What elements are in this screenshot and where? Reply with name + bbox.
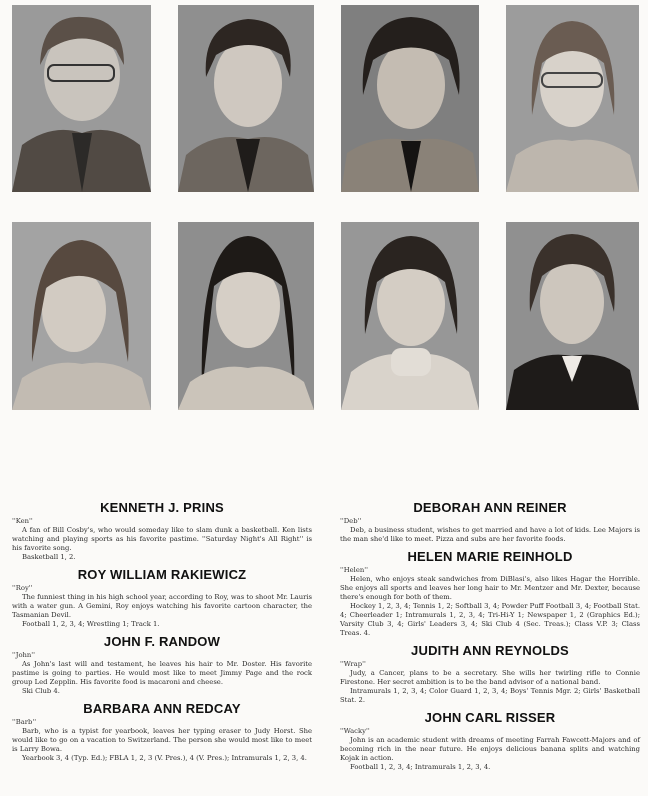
right-column <box>340 500 640 777</box>
student-nickname: ''Deb'' <box>340 517 362 525</box>
student-activities: Ski Club 4. <box>22 687 60 695</box>
student-nickname: ''Helen'' <box>340 566 368 574</box>
student-bio: Helen, who enjoys steak sandwiches from DiBlasi's, also likes Hagar the Horrible. She enjoys all sports and leaves her long hair to Mr. Mentzer and Mr. Dexter, because there's enough for both of them. <box>340 575 640 601</box>
student-nickname: ''Barb'' <box>12 718 37 726</box>
student-name: JOHN F. RANDOW <box>103 634 221 649</box>
left-column <box>12 500 312 768</box>
student-activities: Football 1, 2, 3, 4; Intramurals 1, 2, 3, 4. <box>350 763 491 771</box>
student-activities: Football 1, 2, 3, 4; Wrestling 1; Track 1. <box>22 620 160 628</box>
student-name: JOHN CARL RISSER <box>424 710 556 725</box>
portrait-photo <box>178 222 314 410</box>
senior-entry <box>12 567 312 629</box>
senior-entry <box>340 500 640 544</box>
portrait-photo <box>506 222 639 410</box>
senior-entry <box>340 643 640 705</box>
student-activities: Yearbook 3, 4 (Typ. Ed.); FBLA 1, 2, 3 (V. Pres.), 4 (V. Pres.); Intramurals 1, 2, 3, 4. <box>22 754 307 762</box>
student-bio: Barb, who is a typist for yearbook, leaves her typing eraser to Judy Horst. She would like to go on a vacation to Switzerland. The person she would most like to meet is Larry Bowa. <box>12 727 312 753</box>
portrait-photo <box>341 5 479 192</box>
portrait-photo <box>12 222 151 410</box>
student-bio: A fan of Bill Cosby's, who would someday like to slam dunk a basketball. Ken lists watching and playing sports as his favorite pastime. ''Saturday Night's All Right'' is his favorite song. <box>12 526 312 552</box>
senior-entry <box>340 549 640 638</box>
student-name: BARBARA ANN REDCAY <box>83 701 241 716</box>
student-nickname: ''Wacky'' <box>340 727 370 735</box>
senior-entry <box>12 701 312 763</box>
student-bio: Judy, a Cancer, plans to be a secretary. She wills her twirling rifle to Connie Firestone. Her secret ambition is to be the band advisor of a national band. <box>340 669 640 686</box>
portrait-photo <box>178 5 314 192</box>
student-nickname: ''John'' <box>12 651 36 659</box>
student-name: HELEN MARIE REINHOLD <box>407 549 573 564</box>
senior-entry <box>340 710 640 772</box>
senior-entry <box>12 500 312 562</box>
student-bio: As John's last will and testament, he leaves his hair to Mr. Doster. His favorite pastime is going to parties. He would most like to meet Jimmy Page and the rock group Led Zepplin. His favorite food is macaroni and cheese. <box>12 660 312 686</box>
student-nickname: ''Roy'' <box>12 584 33 592</box>
student-nickname: ''Wrap'' <box>340 660 366 668</box>
portrait-photo <box>506 5 639 192</box>
student-activities: Basketball 1, 2. <box>22 553 76 561</box>
student-bio: John is an academic student with dreams of meeting Farrah Fawcett-Majors and of becoming rich in the near future. He enjoys delicious banana splits and watching Kojak in action. <box>340 736 640 762</box>
student-bio: Deb, a business student, wishes to get married and have a lot of kids. Lee Majors is the man she'd like to meet. Pizza and subs are her favorite foods. <box>340 526 640 543</box>
student-name: DEBORAH ANN REINER <box>413 500 567 515</box>
student-name: JUDITH ANN REYNOLDS <box>411 643 569 658</box>
senior-entry <box>12 634 312 696</box>
student-activities: Intramurals 1, 2, 3, 4; Color Guard 1, 2, 3, 4; Boys' Tennis Mgr. 2; Girls' Basketball Stat. 2. <box>340 687 640 704</box>
student-activities: Hockey 1, 2, 3, 4; Tennis 1, 2; Softball 3, 4; Powder Puff Football 3, 4; Football Stat. 4; Cheerleader 1; Intramurals 1, 2, 3, 4; Tri-Hi-Y 1; Newspaper 1, 2 (Graphics Ed.); Varsity Club 3, 4; Girls' Leaders 3, 4; Ski Club 4 (Sec. Treas.); Class V.P. 3; Class Treas. 4. <box>340 602 640 637</box>
portrait-photo <box>12 5 151 192</box>
student-name: KENNETH J. PRINS <box>100 500 224 515</box>
portrait-photo <box>341 222 479 410</box>
student-name: ROY WILLIAM RAKIEWICZ <box>77 567 247 582</box>
student-bio: The funniest thing in his high school year, according to Roy, was to shoot Mr. Lauris with a water gun. A Gemini, Roy enjoys watching his favorite cartoon character, the Tasmanian Devil. <box>12 593 312 619</box>
student-nickname: ''Ken'' <box>12 517 33 525</box>
